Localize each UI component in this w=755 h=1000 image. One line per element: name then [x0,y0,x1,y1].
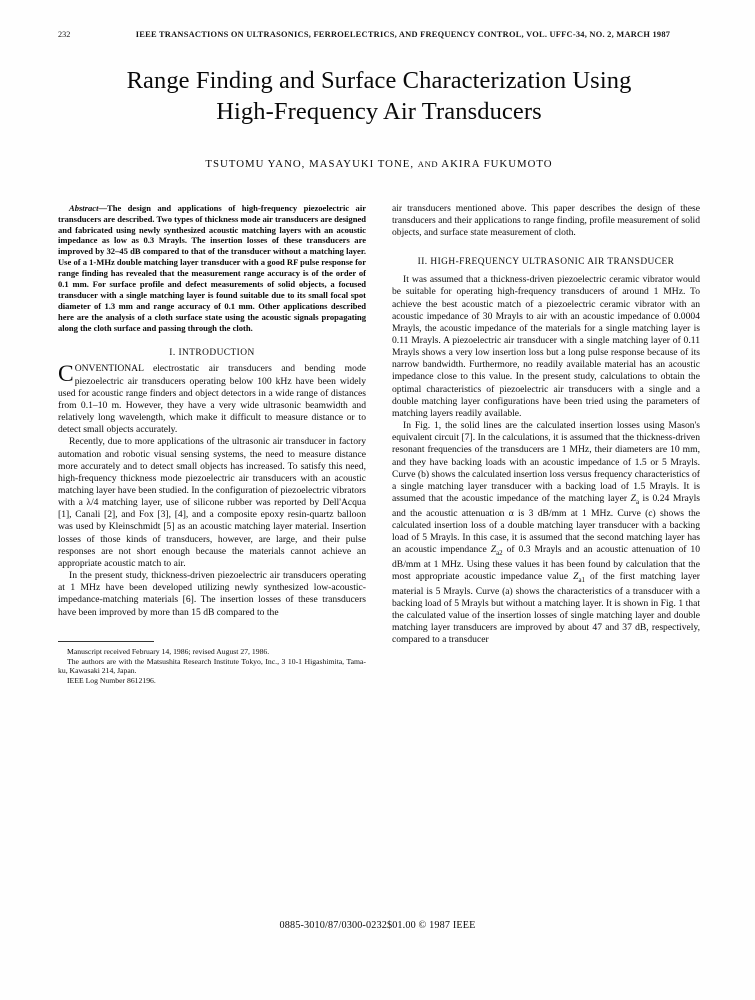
drop-cap: C [58,361,74,388]
body-columns [58,203,700,686]
symbol-Za2-subscript: a2 [496,550,503,558]
page-footer-copyright: 0885-3010/87/0300-0232$01.00 © 1987 IEEE [279,920,476,931]
author-list [58,158,700,170]
page-title [58,65,700,128]
right-paragraph-1: air transducers mentioned above. This paper describes the design of these transducers and their applications to range finding, profile measurement of solid objects, and surface state measurement of cloth. [392,202,700,239]
right-p3-part-a: In Fig. 1, the solid lines are the calculated insertion losses using Mason's equivalent circuit [7]. In the calculations, it is assumed that the thickness-driven resonant frequencies of the transducers are 1 MHz, their diameters are 10 mm, and they have backing loads with an acoustic impedance of 1.5 or 5 Mrayls. Curve (b) shows the calculated insertion loss versus frequency characteristics of a single matching layer transducer with a backing load of 1.5 Mrayls. It is assumed that the acoustic impedance of the matching layer [392,420,700,504]
right-paragraph-2: It was assumed that a thickness-driven piezoelectric ceramic vibrator would be suitable for operating high-frequency transducers of around 1 MHz. To achieve the best acoustic match of a piezoelectric ceramic vibrator with an acoustic impedance of 30 Mrayls to air with an acoustic impedance of 0.0004 Mrayls, the acoustic impedance of the materials for a single matching layer is 0.11 Mrayls. A piezoelectric air transducer with a single matching layer of 0.11 Mrayls shows a very low insertion loss but a long pulse response because of its narrow bandwidth. Furthermore, no readily available material has an acoustic impedance close to this value. In the present study, calculations to obtain the optimal characteristics of piezoelectric air transducers with a single and a double matching layer configurations have been tried using the parameters of matching layers readily available. [392,274,700,419]
footnote-author-affiliation: The authors are with the Matsushita Research Institute Tokyo, Inc., 3 10-1 Higashimita, Tama-ku, Kawasaki 214, Japan. [58,656,366,676]
right-column [392,203,700,686]
abstract-label: Abstract— [69,202,107,213]
intro-paragraph-1 [58,363,366,436]
running-head [58,30,700,39]
intro-paragraph-2: Recently, due to more applications of the ultrasonic air transducer in factory automation and robotic visual sensing systems, the need to measure distance more accurately and to detect small objects has increased. To satisfy this need, high-frequency thickness mode piezoelectric air transducers with an acoustic matching layer have been studied. In the configuration of piezoelectric vibrators with a λ/4 matching layer, use of silicone rubber was reported by Dell'Acqua [1], Canali [2], and Fox [3], [4], and a composite epoxy resin-quartz balloon was used by Kleinschmidt [5] as an acoustic matching layer material. Insertion losses of those kinds of transducers, however, are large, and their pulse responses are not short enough because the materials cannot achieve an appropriate acoustic match to air. [58,436,366,569]
symbol-Za1-subscript: a1 [578,576,585,584]
left-column [58,203,366,686]
symbol-Za-subscript: a [635,498,640,506]
title-line-2: High-Frequency Air Transducers [216,98,542,126]
right-p3-part-b: is 0.24 Mrayls and the acoustic attenuation α is 3 dB/mm at 1 MHz. Curve (c) shows the calculated insertion loss of a double matching layer transducer with a backing load of 5 Mrayls. In this case, it is assumed that the second matching layer has an acoustic impendance [392,493,701,556]
authors-after-and: AKIRA FUKUMOTO [441,157,553,170]
symbol-Za2: Z [490,544,497,556]
right-p3-part-d: of the first matching layer material is 5 Mrayls. Curve (a) shows the characteristics of a transducer with a backing load of 5 Mrayls but without a matching layer. It is shown in Fig. 1 that the calculated value of the insertion losses of single matching layer and double matching layer transducers are improved by about 47 and 37 dB, respectively, compared to a transducer [392,570,700,646]
abstract-text: The design and applications of high-frequency piezoelectric air transducers are described. Two types of thickness mode air transducers are designed and fabricated using newly synthesized acoustic matching layers with an acoustic impedance as low as 0.3 Mrayls. The insertion losses of these transducers are improved by 32–45 dB compared to that of the transducer without a matching layer. Use of a 1-MHz double matching layer transducer with a good RF pulse response for range finding has revealed that the measurement range accuracy is of the order of 0.1 mm. For surface profile and defect measurements of solid objects, a focused transducer with a single matching layer is found suitable due to its small focal spot diameter of 1.3 mm and range accuracy of 0.1 mm. Other applications described here are the analysis of a cloth surface state using the acoustic signals propagating along the cloth surface and passing through the cloth. [58,202,366,333]
footnote-log-number: IEEE Log Number 8612196. [67,676,156,686]
footnote-manuscript-dates: Manuscript received February 14, 1986; revised August 27, 1986. [67,646,270,656]
right-p3-part-c: of 0.3 Mrayls and an acoustic attenuation of 10 dB/mm at 1 MHz. Using these values it has been found by calculation that the most appropriate acoustic impedance value [392,544,700,582]
symbol-Za1: Z [573,570,579,582]
section-heading-high-frequency-ultrasonic-air-transducer: II. HIGH-FREQUENCY ULTRASONIC AIR TRANSDUCER [417,257,675,268]
page-content [58,30,700,686]
abstract-paragraph [58,203,366,334]
authors-before-and: TSUTOMU YANO, MASAYUKI TONE, [205,157,415,170]
title-line-1: Range Finding and Surface Characterization Using [126,67,632,94]
intro-paragraph-1-text: ONVENTIONAL electrostatic air transducers and bending mode piezoelectric air transducers operating below 100 kHz have been widely used for acoustic range finders and object detectors in a wide range of distances from 0.1–10 m. However, they have a very wide ultrasonic beamwidth and relatively long wavelength, which make it difficult to measure distance or to detect small objects accurately. [58,363,366,436]
footnote-separator-rule [58,641,154,642]
right-paragraph-3 [392,420,700,646]
section-heading-introduction: I. INTRODUCTION [169,348,255,359]
symbol-Za: Z [630,493,636,504]
intro-paragraph-3: In the present study, thickness-driven piezoelectric air transducers operating at 1 MHz have been developed utilizing newly synthesized low-acoustic-impedance-matching materials [6]. The insertion losses of these transducers have been improved by more than 15 dB compared to the [58,570,366,618]
page-number: 232 [58,30,71,39]
authors-conjunction: AND [417,158,439,169]
journal-citation-line: IEEE TRANSACTIONS ON ULTRASONICS, FERROELECTRICS, AND FREQUENCY CONTROL, VOL. UFFC-34, NO. 2, MARCH 1987 [135,30,671,39]
